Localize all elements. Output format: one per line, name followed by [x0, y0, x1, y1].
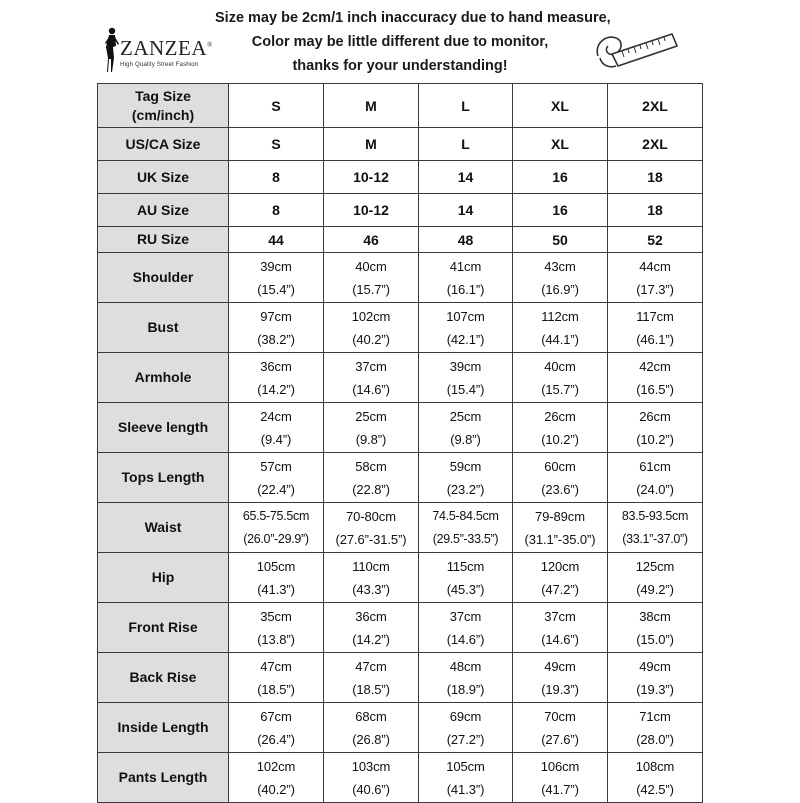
size-cell: M	[324, 84, 419, 128]
measure-cell	[513, 303, 608, 353]
woman-silhouette-icon	[100, 26, 122, 74]
measure-inch: (44.1”)	[541, 331, 579, 347]
measure-cell	[608, 553, 703, 603]
measure-cm: 25cm	[449, 408, 482, 424]
measure-inch: (15.0”)	[636, 631, 674, 647]
measure-inch: (13.8”)	[257, 631, 295, 647]
measure-cm: 49cm	[544, 658, 576, 674]
table-row	[98, 227, 703, 253]
measure-cm: 36cm	[260, 358, 292, 374]
measure-cm: 103cm	[351, 758, 391, 774]
row-label: Armhole	[98, 353, 229, 403]
size-cell: XL	[513, 128, 608, 161]
measure-cm: 44cm	[639, 258, 671, 274]
measure-cm: 70cm	[544, 708, 576, 724]
measure-cell	[419, 253, 513, 303]
size-cell: L	[419, 128, 513, 161]
measure-cm: 102cm	[256, 758, 296, 774]
measure-cm: 125cm	[635, 558, 675, 574]
table-row	[98, 753, 703, 803]
brand-tagline: High Quality Street Fashion	[120, 61, 199, 68]
size-cell: 52	[608, 227, 703, 253]
measure-cm: 57cm	[260, 458, 292, 474]
size-cell: L	[419, 84, 513, 128]
row-label: Pants Length	[98, 753, 229, 803]
measure-cm: 69cm	[449, 708, 482, 724]
measure-cell	[229, 503, 324, 553]
measure-inch: (10.2”)	[636, 431, 674, 447]
size-notice	[215, 6, 611, 78]
row-label: Front Rise	[98, 603, 229, 653]
measure-inch: (22.4”)	[257, 481, 295, 497]
measure-cm: 24cm	[260, 408, 292, 424]
measure-cell	[324, 603, 419, 653]
measure-cm: 70-80cm	[346, 508, 396, 524]
measure-inch: (40.2”)	[257, 781, 295, 797]
size-cell: 14	[419, 194, 513, 227]
table-row	[98, 703, 703, 753]
table-row	[98, 453, 703, 503]
table-row	[98, 603, 703, 653]
size-rows	[98, 84, 703, 803]
measure-cell	[229, 753, 324, 803]
measure-inch: (14.6”)	[352, 381, 390, 397]
measure-inch: (42.1”)	[446, 331, 485, 347]
row-label: Shoulder	[98, 253, 229, 303]
measure-cm: 71cm	[639, 708, 671, 724]
measure-cm: 79-89cm	[535, 508, 585, 524]
measure-cm: 108cm	[635, 758, 675, 774]
row-label: RU Size	[98, 227, 229, 253]
measure-cell	[608, 603, 703, 653]
measure-inch: (41.7”)	[541, 781, 579, 797]
measure-inch: (26.8”)	[352, 731, 390, 747]
notice-line: Color may be little different due to monitor,	[251, 34, 549, 50]
measure-cell	[608, 353, 703, 403]
measure-cm: 74.5-84.5cm	[432, 508, 499, 523]
measure-inch: (10.2”)	[541, 431, 579, 447]
measure-inch: (16.9”)	[541, 281, 579, 297]
measure-cm: 48cm	[449, 658, 482, 674]
measure-inch: (27.6”-31.5”)	[335, 531, 407, 547]
measure-inch: (31.1”-35.0”)	[524, 531, 596, 547]
table-row	[98, 194, 703, 227]
measure-inch: (14.6”)	[541, 631, 579, 647]
measure-cm: 39cm	[449, 358, 482, 374]
measure-cm: 37cm	[544, 608, 576, 624]
measure-cm: 37cm	[355, 358, 387, 374]
size-cell: 18	[608, 194, 703, 227]
measure-inch: (16.5”)	[636, 381, 674, 397]
table-row	[98, 553, 703, 603]
measure-cm: 67cm	[260, 708, 292, 724]
measure-inch: (46.1”)	[636, 331, 674, 347]
measure-cell	[324, 553, 419, 603]
size-cell: 16	[513, 161, 608, 194]
row-label: AU Size	[98, 194, 229, 227]
measure-cell	[229, 303, 324, 353]
measure-cell	[419, 653, 513, 703]
size-cell: 10-12	[324, 161, 419, 194]
size-cell: S	[229, 128, 324, 161]
measure-cm: 25cm	[355, 408, 387, 424]
measure-cell	[229, 553, 324, 603]
measure-cell	[608, 453, 703, 503]
measure-inch: (22.8”)	[352, 481, 390, 497]
table-row	[98, 253, 703, 303]
measure-cell	[229, 453, 324, 503]
measure-inch: (40.6”)	[352, 781, 390, 797]
measure-cell	[513, 653, 608, 703]
measure-cm: 41cm	[449, 258, 482, 274]
measure-cm: 42cm	[639, 358, 671, 374]
measure-cell	[608, 753, 703, 803]
measure-cell	[513, 753, 608, 803]
measure-cm: 83.5-93.5cm	[621, 508, 689, 523]
measure-cm: 68cm	[355, 708, 387, 724]
measure-inch: (18.5”)	[257, 681, 295, 697]
measure-cell	[229, 703, 324, 753]
measure-cell	[419, 303, 513, 353]
measure-cell	[419, 353, 513, 403]
measure-inch: (9.8”)	[355, 431, 387, 447]
measure-cm: 37cm	[449, 608, 482, 624]
table-row	[98, 161, 703, 194]
measure-cm: 26cm	[639, 408, 671, 424]
row-label: Tops Length	[98, 453, 229, 503]
table-row	[98, 84, 703, 128]
measure-cm: 120cm	[540, 558, 580, 574]
measure-inch: (43.3”)	[352, 581, 390, 597]
measure-inch: (38.2”)	[257, 331, 295, 347]
measure-cell	[513, 353, 608, 403]
measure-cell	[229, 253, 324, 303]
measure-cm: 40cm	[355, 258, 387, 274]
measure-cell	[608, 303, 703, 353]
measure-inch: (18.9”)	[446, 681, 485, 697]
measure-cell	[608, 403, 703, 453]
measure-cm: 61cm	[639, 458, 671, 474]
measure-cell	[419, 603, 513, 653]
measure-inch: (26.0”-29.9”)	[243, 531, 309, 546]
measure-cm: 49cm	[639, 658, 671, 674]
measure-cm: 43cm	[544, 258, 576, 274]
measure-cell	[419, 403, 513, 453]
measure-cell	[324, 653, 419, 703]
measure-inch: (28.0”)	[636, 731, 674, 747]
measure-cell	[229, 603, 324, 653]
size-cell: 48	[419, 227, 513, 253]
row-label: Bust	[98, 303, 229, 353]
size-cell: 50	[513, 227, 608, 253]
measure-cell	[513, 553, 608, 603]
measure-cm: 47cm	[355, 658, 387, 674]
table-row	[98, 503, 703, 553]
measure-cell	[324, 753, 419, 803]
measure-inch: (42.5”)	[636, 781, 674, 797]
header	[0, 0, 800, 82]
measure-inch: (16.1”)	[446, 281, 485, 297]
notice-line: Size may be 2cm/1 inch inaccuracy due to hand measure,	[215, 10, 611, 26]
size-cell: 16	[513, 194, 608, 227]
measure-cm: 105cm	[256, 558, 296, 574]
measure-cm: 117cm	[636, 308, 674, 324]
measure-cm: 39cm	[260, 258, 292, 274]
table-row	[98, 653, 703, 703]
table-row	[98, 128, 703, 161]
measure-inch: (14.2”)	[352, 631, 390, 647]
measure-cm: 40cm	[544, 358, 576, 374]
measure-inch: (14.2”)	[257, 381, 295, 397]
measure-inch: (45.3”)	[446, 581, 485, 597]
measure-cell	[229, 403, 324, 453]
row-label: Sleeve length	[98, 403, 229, 453]
measure-cm: 65.5-75.5cm	[242, 508, 310, 523]
row-label: Waist	[98, 503, 229, 553]
measure-cm: 35cm	[260, 608, 292, 624]
measure-cell	[608, 253, 703, 303]
measure-cm: 60cm	[544, 458, 576, 474]
measure-inch: (27.2”)	[446, 731, 485, 747]
brand-name: ZANZEA®	[120, 36, 213, 60]
measure-inch: (19.3”)	[636, 681, 674, 697]
measure-cm: 38cm	[639, 608, 671, 624]
measure-inch: (18.5”)	[352, 681, 390, 697]
measure-inch: (27.6”)	[541, 731, 579, 747]
size-cell: S	[229, 84, 324, 128]
measure-cell	[608, 503, 703, 553]
measure-cell	[324, 303, 419, 353]
table-row	[98, 403, 703, 453]
row-label: UK Size	[98, 161, 229, 194]
measure-inch: (15.4”)	[257, 281, 295, 297]
measure-inch: (14.6”)	[446, 631, 485, 647]
measure-cell	[513, 403, 608, 453]
measure-inch: (9.8”)	[450, 431, 481, 447]
measure-cm: 102cm	[351, 308, 391, 324]
row-label: Back Rise	[98, 653, 229, 703]
size-cell: 10-12	[324, 194, 419, 227]
size-cell: 2XL	[608, 128, 703, 161]
size-cell: 2XL	[608, 84, 703, 128]
brand-logo	[100, 26, 225, 76]
size-cell: XL	[513, 84, 608, 128]
measure-cell	[229, 653, 324, 703]
measure-cell	[419, 453, 513, 503]
measure-inch: (9.4”)	[260, 431, 292, 447]
measure-cell	[608, 703, 703, 753]
measure-inch: (23.2”)	[446, 481, 485, 497]
row-label: Tag Size (cm/inch)	[98, 84, 229, 128]
size-cell: 46	[324, 227, 419, 253]
size-cell: 8	[229, 194, 324, 227]
measure-cm: 106cm	[540, 758, 580, 774]
measure-cell	[324, 453, 419, 503]
measure-inch: (15.7”)	[352, 281, 390, 297]
row-label: Inside Length	[98, 703, 229, 753]
measure-cell	[324, 403, 419, 453]
measure-cm: 58cm	[355, 458, 387, 474]
measure-cell	[419, 503, 513, 553]
measure-inch: (49.2”)	[636, 581, 674, 597]
measure-inch: (41.3”)	[446, 781, 485, 797]
table-row	[98, 353, 703, 403]
measure-cell	[419, 553, 513, 603]
measure-cm: 112cm	[541, 308, 579, 324]
table-row	[98, 303, 703, 353]
measure-cell	[513, 703, 608, 753]
measure-cm: 36cm	[355, 608, 387, 624]
measure-cell	[513, 503, 608, 553]
row-label: US/CA Size	[98, 128, 229, 161]
measure-cell	[608, 653, 703, 703]
measuring-tape-icon	[592, 26, 680, 74]
measure-cm: 110cm	[352, 558, 390, 574]
measure-cm: 115cm	[446, 558, 485, 574]
measure-inch: (47.2”)	[541, 581, 579, 597]
measure-inch: (24.0”)	[636, 481, 674, 497]
measure-cm: 47cm	[260, 658, 292, 674]
measure-cell	[513, 253, 608, 303]
size-cell: M	[324, 128, 419, 161]
measure-cell	[513, 603, 608, 653]
size-cell: 8	[229, 161, 324, 194]
measure-cell	[419, 753, 513, 803]
measure-inch: (29.5”-33.5”)	[432, 531, 499, 546]
measure-inch: (23.6”)	[541, 481, 579, 497]
measure-inch: (15.7”)	[541, 381, 579, 397]
measure-cm: 107cm	[446, 308, 485, 324]
measure-inch: (17.3”)	[636, 281, 674, 297]
measure-inch: (15.4”)	[446, 381, 485, 397]
measure-inch: (40.2”)	[352, 331, 390, 347]
measure-cell	[324, 353, 419, 403]
size-cell: 18	[608, 161, 703, 194]
measure-cell	[324, 503, 419, 553]
measure-inch: (41.3”)	[257, 581, 295, 597]
measure-inch: (26.4”)	[257, 731, 295, 747]
measure-inch: (33.1”-37.0”)	[622, 531, 688, 546]
measure-cm: 105cm	[446, 758, 485, 774]
measure-cell	[513, 453, 608, 503]
measure-cm: 26cm	[544, 408, 576, 424]
size-cell: 14	[419, 161, 513, 194]
row-label: Hip	[98, 553, 229, 603]
size-cell: 44	[229, 227, 324, 253]
measure-inch: (19.3”)	[541, 681, 579, 697]
measure-cm: 97cm	[260, 308, 292, 324]
measure-cell	[229, 353, 324, 403]
notice-line: thanks for your understanding!	[292, 58, 508, 74]
measure-cell	[419, 703, 513, 753]
measure-cell	[324, 703, 419, 753]
measure-cm: 59cm	[449, 458, 482, 474]
measure-cell	[324, 253, 419, 303]
size-chart-table	[97, 83, 703, 803]
